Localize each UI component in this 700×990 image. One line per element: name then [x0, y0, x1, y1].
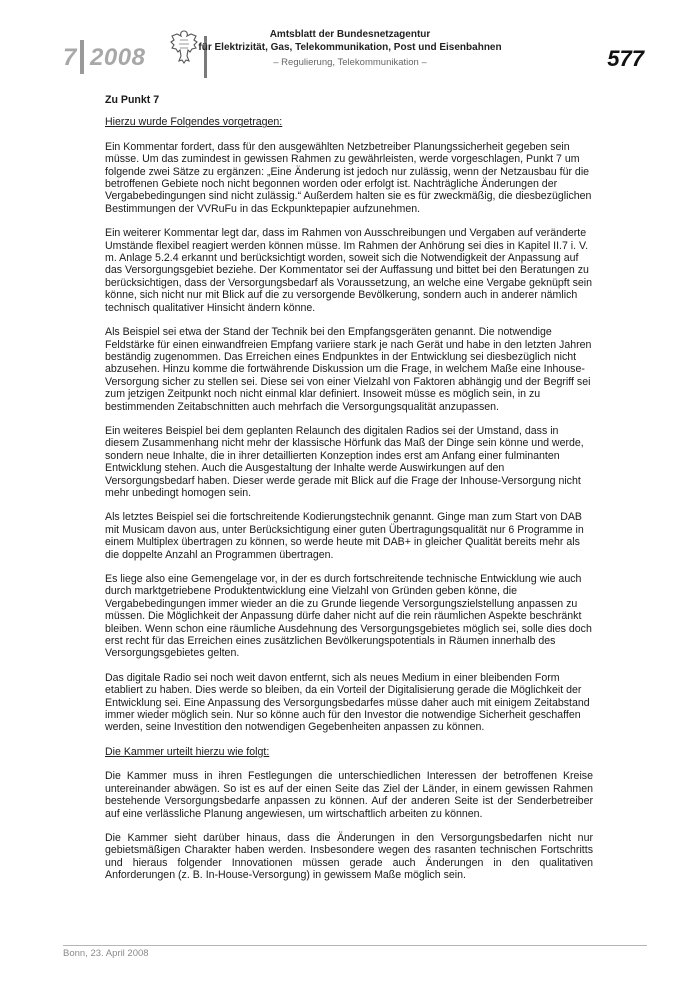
paragraph: Ein weiterer Kommentar legt dar, dass im Rahmen von Ausschreibungen und Vergaben auf veränderte Umstände flexibel reagiert werden können müsse. Im Rahmen der Anhörung sei dies in Kapitel II.7 i. V. m. Anlage 5.2.4 erkannt und berücksichtigt worden, soweit sich die Notwendigkeit der Anpassung auf das Versorgungsgebiet beziehe. Der Kommentator sei der Auffassung und bittet bei den Beratungen zu berücksichtigen, dass der Versorgungsbedarf als Voraussetzung, an welche eine Vergabe geknüpft sein könne, sich nicht nur mit Blick auf die zu versorgende Bevölkerung, sondern auch in anderer nämlich technisch qualitativer Hinsicht ändern könne.	[105, 227, 593, 314]
paragraph: Das digitale Radio sei noch weit davon entfernt, sich als neues Medium in einer bleibenden Form etabliert zu haben. Dies werde so bleiben, da ein Vorteil der Digitalisierung gerade die Möglichkeit der Entwicklung sei. Eine Anpassung des Versorgungsbedarfes müsse daher auch mit einigem Zeitabstand immer wieder möglich sein. Nur so könne auch für den Investor die notwendige Sicherheit geschaffen werden, seine Investition den notwendigen Gegebenheiten anpassen zu können.	[105, 671, 590, 734]
paragraph: Ein weiteres Beispiel bei dem geplanten Relaunch des digitalen Radios sei der Umstand, dass in diesem Zusammenhang nicht mehr der klassische Hörfunk das Maß der Dinge sein könne und werde, sondern neue Inhalte, die in ihrer detaillierten Konzeption indes erst am Anfang einer fulminanten Entwicklung stehen. Auch die Ausgestaltung der Inhalte werde Auswirkungen auf den Versorgungsbedarf haben. Dieser werde gerade mit Blick auf die Frage der Inhouse-Versorgung nicht mehr unbedingt homogen sein.	[105, 424, 584, 499]
gazette-title	[0, 28, 700, 54]
footer-divider	[63, 945, 647, 946]
footer-place-date: Bonn, 23. April 2008	[63, 948, 149, 959]
gazette-title-line2: für Elektrizität, Gas, Telekommunikation, Post und Eisenbahnen	[198, 42, 502, 53]
paragraph: Als letztes Beispiel sei die fortschreitende Kodierungstechnik genannt. Ginge man zum Start von DAB mit Musicam davon aus, unter Berücksichtigung einer guten Übertragungsqualität nur 6 Programme in einem Multiplex übertragen zu können, so werde heute mit DAB+ in gleicher Qualität bereits mehr als die doppelte Anzahl an Programmen übertragen.	[105, 511, 584, 561]
ruling-paragraph: Die Kammer sieht darüber hinaus, dass die Änderungen in den Versorgungsbedarfen nicht nur gebietsmäßigen Charakter haben werden. Insbesondere wegen des rasanten technischen Fortschritts und hieraus folgender Innovationen müssen gerade auch Änderungen in den qualitativen Anforderungen (z. B. In-House-Versorgung) in gewissem Maße möglich sein.	[105, 831, 593, 882]
gazette-title-line1: Amtsblatt der Bundesnetzagentur	[269, 29, 431, 40]
issue-number-value: 7	[63, 44, 77, 71]
document-body	[105, 94, 593, 894]
gazette-subtitle: – Regulierung, Telekommunikation –	[273, 57, 427, 68]
paragraph: Es liege also eine Gemengelage vor, in der es durch fortschreitende technische Entwicklung wie auch durch marktgetriebene Produktentwicklung eine Vielzahl von Gründen geben könne, die Vergabebedingungen immer wieder an die zu Grunde liegende Versorgungszielstellung anpassen zu müssen. Die Möglichkeit der Anpassung dürfe daher nicht auf die rein räumlichen Aspekte beschränkt bleiben. Wenn schon eine räumliche Ausdehnung des Versorgungsgebietes möglich sei, solle dies doch erst recht für das Erreichen eines zusätzlichen Bevölkerungspotentials in Räumen innerhalb des Versorgungsgebietes gelten.	[105, 573, 592, 660]
intro-underlined: Hierzu wurde Folgendes vorgetragen:	[105, 116, 283, 129]
ruling-paragraph: Die Kammer muss in ihren Festlegungen die unterschiedlichen Interessen der betroffenen Kreise untereinander abwägen. So ist es auf der einen Seite das Ziel der Länder, in einem gewissen Rahmen bestehende Versorgungsbedarfe anpassen zu können. Auf der anderen Seite ist der Senderbetreiber auf eine verlässliche Planung angewiesen, um wirtschaftlich arbeiten zu können.	[105, 770, 593, 820]
page-number: 577	[607, 46, 644, 71]
section-heading: Zu Punkt 7	[105, 94, 160, 106]
paragraph: Ein Kommentar fordert, dass für den ausgewählten Netzbetreiber Planungssicherheit gegeben sein müsse. Um das zumindest in gewissen Rahmen zu gewährleisten, werde vorgeschlagen, Punkt 7 um folgende zwei Sätze zu ergänzen: „Eine Änderung ist jedoch nur zulässig, wenn der Netzausbau für die betroffenen Gebiete noch nicht begonnen worden oder erfolgt ist. Nachträgliche Änderungen der Vergabebedingungen sind nicht zulässig.“ Außerdem halten sie es für zweckmäßig, die diesbezüglichen Bestimmungen der VVRuFu in das Eckpunktepapier aufzunehmen.	[105, 140, 592, 215]
issue-year: 2008	[90, 44, 146, 71]
ruling-underlined: Die Kammer urteilt hierzu wie folgt:	[105, 745, 270, 758]
paragraph: Als Beispiel sei etwa der Stand der Technik bei den Empfangsgeräten genannt. Die notwendige Feldstärke für einen einwandfreien Empfang variiere stark je nach Gerät und habe in den letzten Jahren beständig zugenommen. Das Erreichen eines Endpunktes in der Entwicklung sei diesbezüglich nicht abzusehen. Hinzu komme die fortwährende Diskussion um die Frage, in welchem Maße eine Inhouse-Versorgung sicher zu stellen sei. Diese sei von einer Vielzahl von Faktoren abhängig und der Begriff sei zum jetzigen Zeitpunkt noch nicht einmal klar definiert. Insoweit müsse es möglich sein, in zu bestimmenden Zeitabschnitten auch mehrfach die Versorgungsqualität anzupassen.	[105, 326, 592, 413]
